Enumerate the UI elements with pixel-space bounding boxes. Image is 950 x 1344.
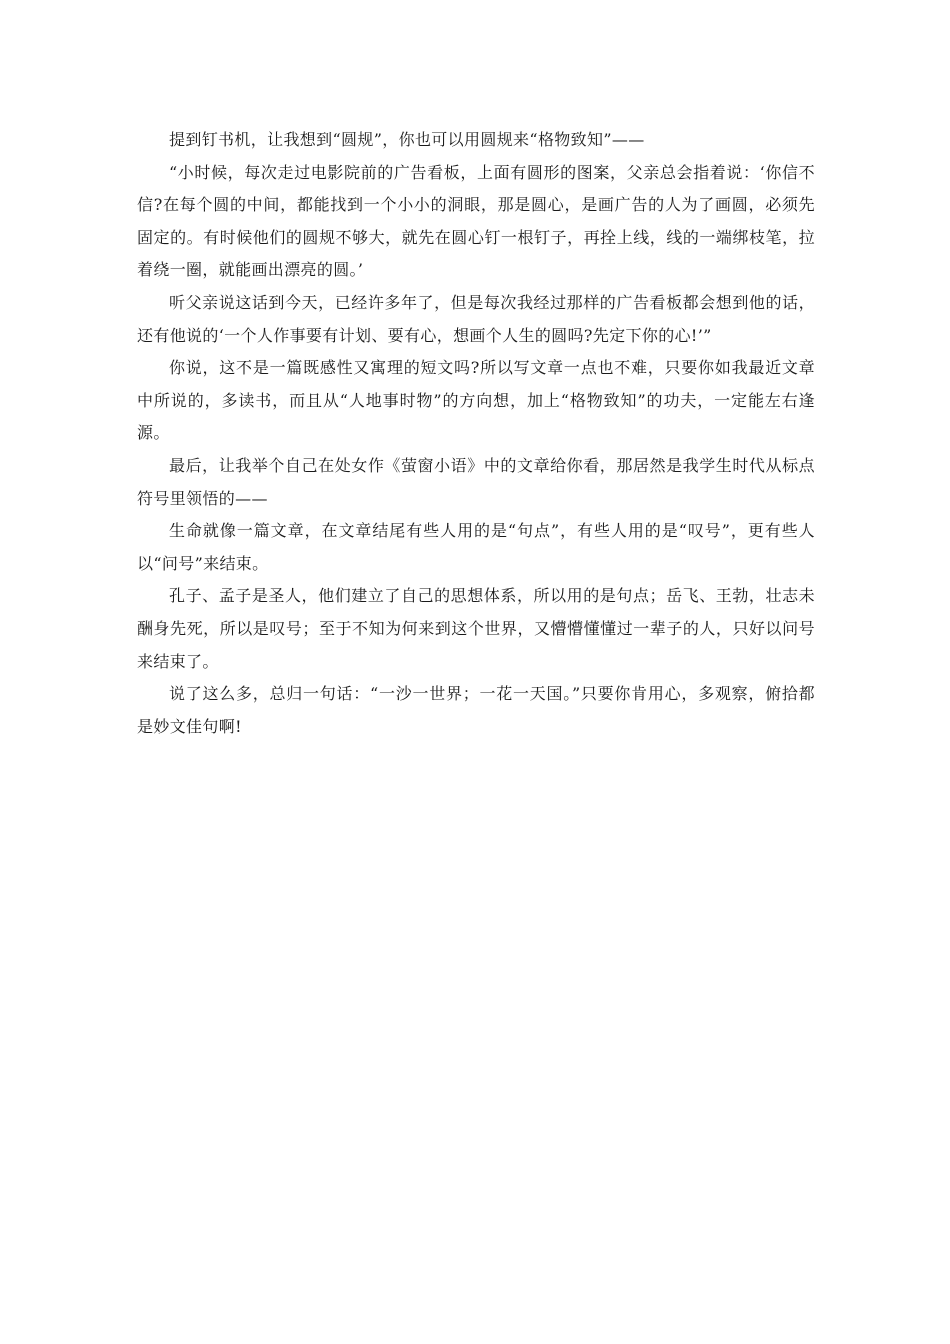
paragraph-4: 你说，这不是一篇既感性又寓理的短文吗?所以写文章一点也不难，只要你如我最近文章中所说的，多读书，而且从“人地事时物”的方向想，加上“格物致知”的功夫，一定能左右逢源。 <box>137 358 815 443</box>
paragraph-3: 听父亲说这话到今天，已经许多年了，但是每次我经过那样的广告看板都会想到他的话，还有他说的‘一个人作事要有计划、要有心，想画个人生的圆吗?先定下你的心!’” <box>137 292 815 345</box>
paragraph-5: 最后，让我举个自己在处女作《萤窗小语》中的文章给你看，那居然是我学生时代从标点符号里领悟的—— <box>137 455 815 508</box>
article-body <box>137 124 815 743</box>
paragraph-1: 提到钉书机，让我想到“圆规”，你也可以用圆规来“格物致知”—— <box>169 130 645 149</box>
paragraph-2: “小时候，每次走过电影院前的广告看板，上面有圆形的图案，父亲总会指着说：‘你信不信?在每个圆的中间，都能找到一个小小的洞眼，那是圆心，是画广告的人为了画圆，必须先固定的。有时候他们的圆规不够大，就先在圆心钉一根钉子，再拴上线，线的一端绑枝笔，拉着绕一圈，就能画出漂亮的圆。’ <box>137 162 815 280</box>
paragraph-6: 生命就像一篇文章，在文章结尾有些人用的是“句点”，有些人用的是“叹号”，更有些人以“问号”来结束。 <box>137 521 815 573</box>
paragraph-7: 孔子、孟子是圣人，他们建立了自己的思想体系，所以用的是句点；岳飞、王勃，壮志未酬身先死，所以是叹号；至于不知为何来到这个世界，又懵懵懂懂过一辈子的人，只好以问号来结束了。 <box>137 586 815 671</box>
paragraph-8: 说了这么多，总归一句话：“一沙一世界；一花一天国。”只要你肯用心，多观察，俯拾都是妙文佳句啊! <box>137 684 815 736</box>
